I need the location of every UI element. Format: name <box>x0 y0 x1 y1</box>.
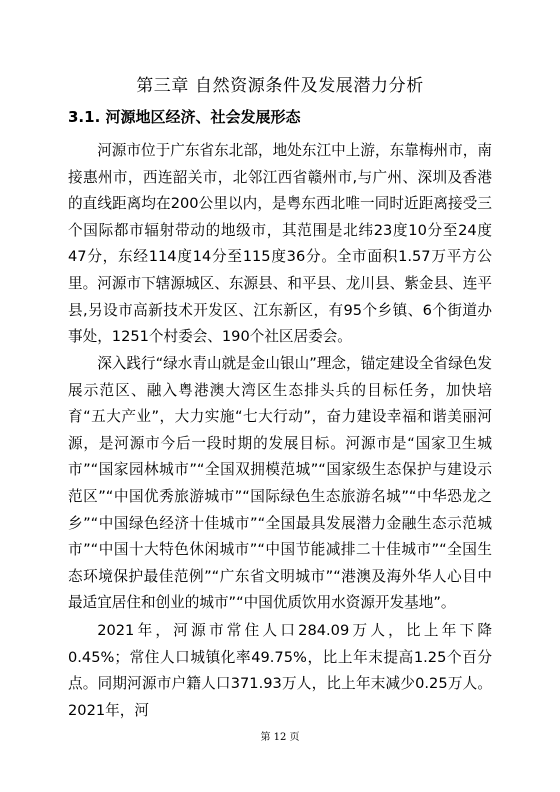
chapter-title: 第三章 自然资源条件及发展潜力分析 <box>136 76 424 96</box>
page-number: 第 12 页 <box>260 732 300 743</box>
body-paragraph: 河源市位于广东省东北部，地处东江中上游，东靠梅州市，南接惠州市，西连韶关市，北邻江西省赣州市,与广州、深圳及香港的直线距离均在200公里以内，是粤东西北唯一同时近距离接受三个国际都市辐射带动的地级市，其范围是北纬23度10分至24度47分，东经114度14分至115度36分。全市面积1.57万平方公里。河源市下辖源城区、东源县、和平县、龙川县、紫金县、连平县,另设市高新技术开发区、江东新区，有95个乡镇、6个街道办事处，1251个村委会、190个社区居委会。 <box>68 142 492 346</box>
section-heading: 3.1. 河源地区经济、社会发展形态 <box>68 108 301 126</box>
body-paragraph: 2021年，河源市常住人口284.09万人，比上年下降0.45%；常住人口城镇化率49.75%，比上年末提高1.25个百分点。同期河源市户籍人口371.93万人，比上年末减少0.25万人。2021年，河 <box>68 622 492 719</box>
body-paragraph: 深入践行“绿水青山就是金山银山”理念，锚定建设全省绿色发展示范区、融入粤港澳大湾区生态排头兵的目标任务，加快培育“五大产业”，大力实施“七大行动”，奋力建设幸福和谐美丽河源，是河源市今后一段时期的发展目标。河源市是“国家卫生城市”“国家园林城市”“全国双拥模范城”“国家级生态保护与建设示范区”“中国优秀旅游城市”“国际绿色生态旅游名城”“中华恐龙之乡”“中国绿色经济十佳城市”“全国最具发展潜力金融生态示范城市”“中国十大特色休闲城市”“中国节能减排二十佳城市”“全国生态环境保护最佳范例”“广东省文明城市”“港澳及海外华人心目中最适宜居住和创业的城市”“中国优质饮用水资源开发基地”。 <box>68 355 492 612</box>
